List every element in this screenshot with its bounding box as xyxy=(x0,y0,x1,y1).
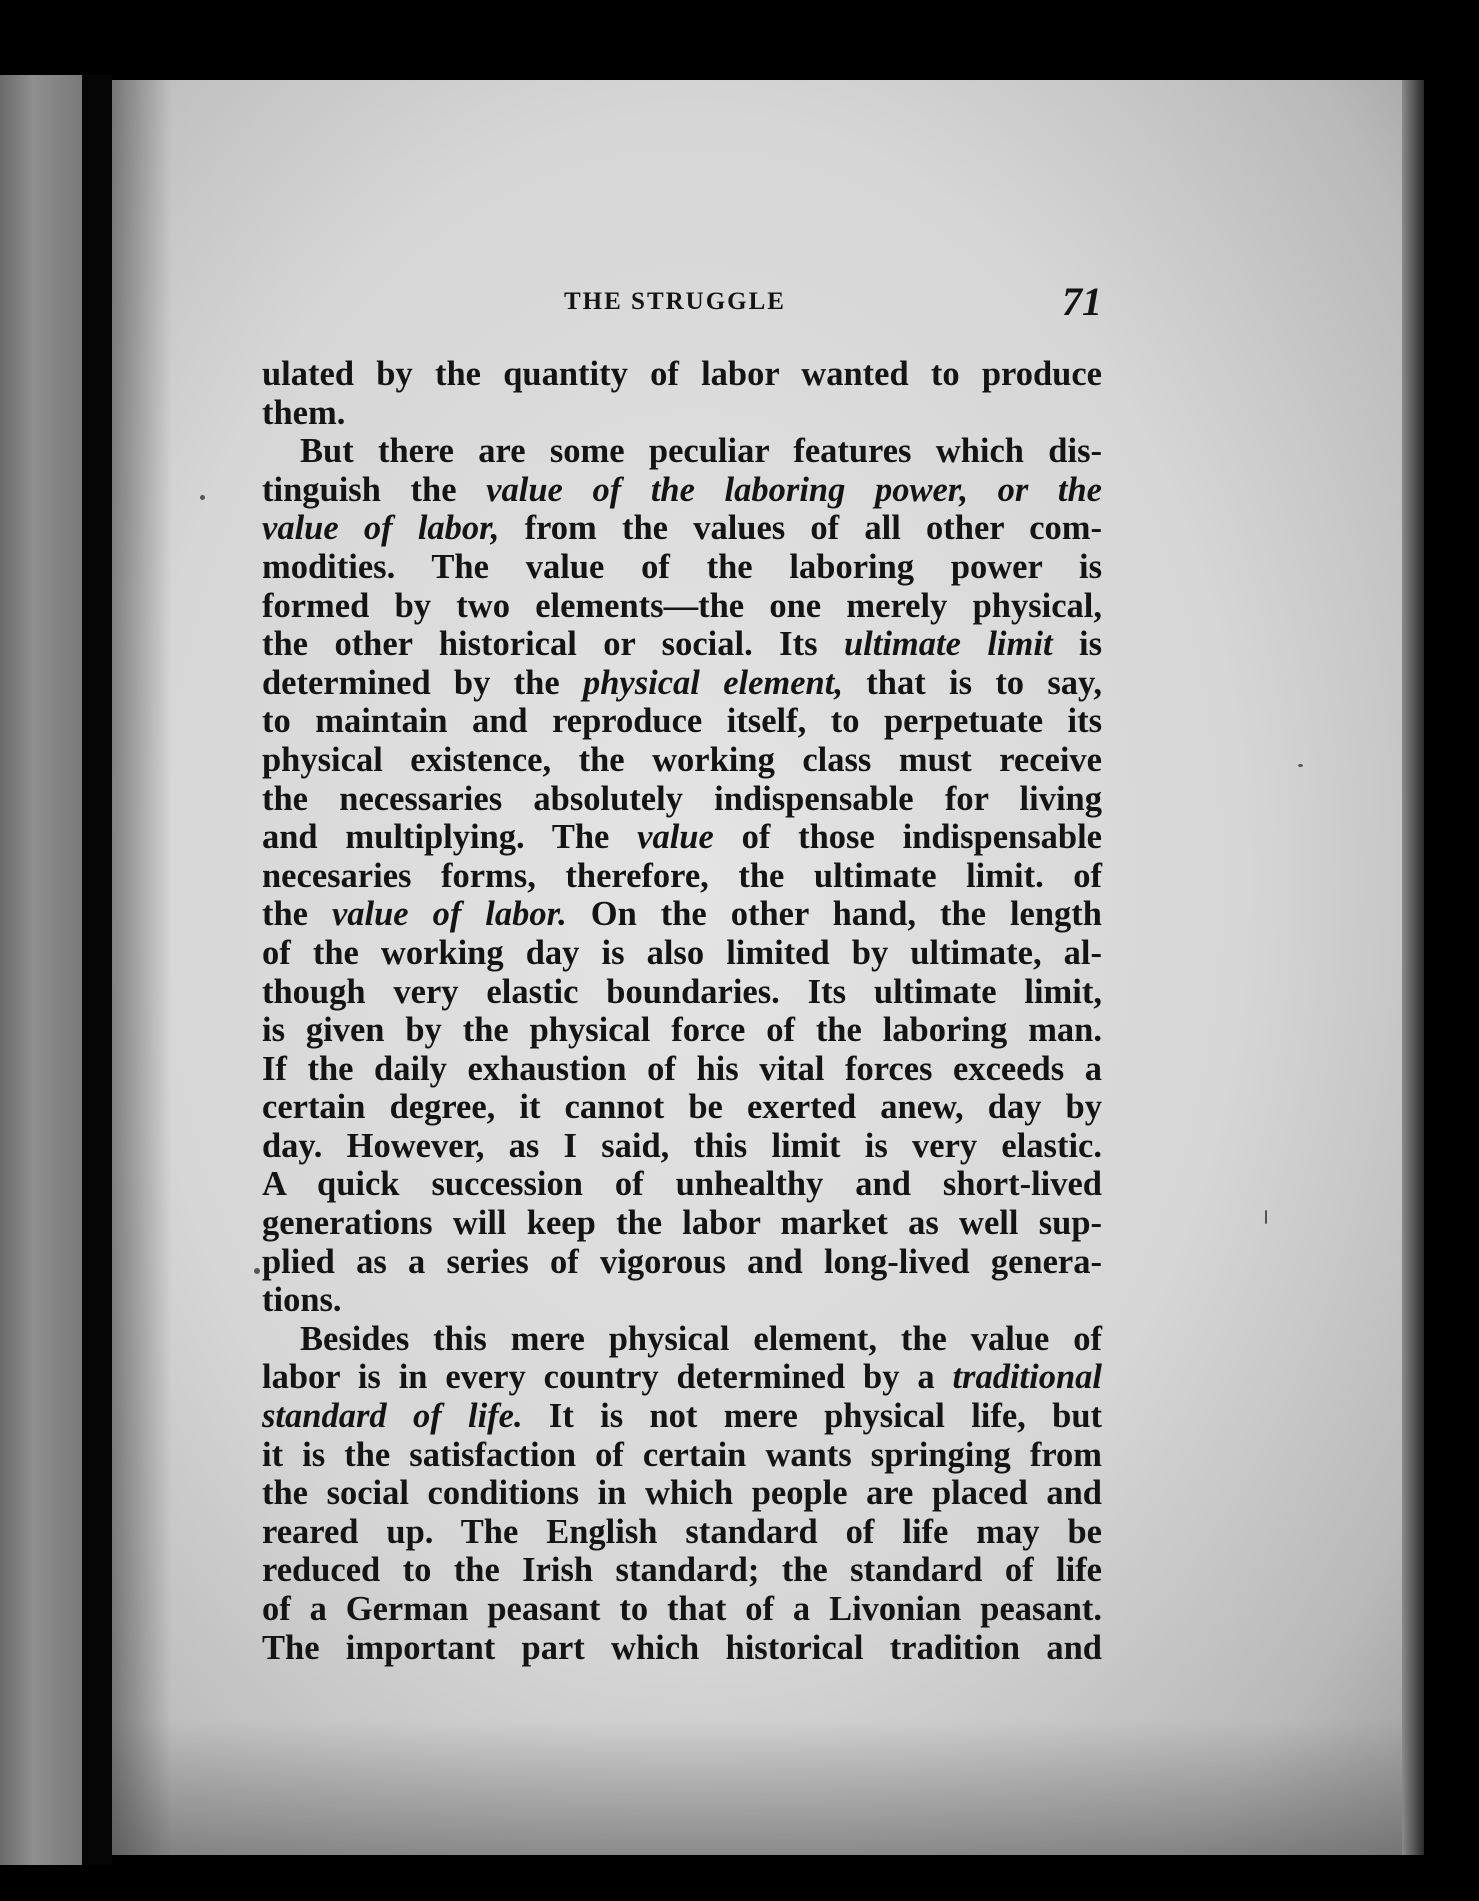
text-line: If the daily exhaustion of his vital forces exceeds a xyxy=(262,1049,1102,1088)
text-line: A quick succession of unhealthy and short-lived xyxy=(262,1165,1102,1204)
page-shadow-left xyxy=(112,80,172,1855)
text-line: formed by two elements—the one merely physical, xyxy=(262,586,1102,625)
book-gutter xyxy=(82,75,112,1865)
text-line: modities. The value of the laboring power is xyxy=(262,547,1102,586)
italic-phrase: standard of life. xyxy=(262,1397,523,1436)
text-line: the social conditions in which people are placed and xyxy=(262,1474,1102,1513)
italic-phrase: value xyxy=(637,818,714,857)
text-line: to maintain and reproduce itself, to perpetuate its xyxy=(262,702,1102,741)
italic-phrase: value of the laboring power, or the xyxy=(486,470,1102,509)
text-line: Besides this mere physical element, the value of xyxy=(300,1319,1102,1358)
page-number: 71 xyxy=(1062,279,1102,324)
text-line: The important part which historical tradition and xyxy=(262,1628,1102,1667)
page-shadow-bottom xyxy=(112,1720,1402,1855)
text-line: labor is in every country determined by a traditional xyxy=(262,1358,1102,1397)
text-line: plied as a series of vigorous and long-lived genera- xyxy=(262,1242,1102,1281)
print-speck xyxy=(254,1268,260,1274)
text-line: generations will keep the labor market as well sup- xyxy=(262,1204,1102,1243)
text-line: of a German peasant to that of a Livonian peasant. xyxy=(262,1590,1102,1628)
body-text xyxy=(262,355,1102,1667)
italic-phrase: traditional xyxy=(952,1358,1102,1397)
text-line: of the working day is also limited by ultimate, al- xyxy=(262,933,1102,972)
text-line: though very elastic boundaries. Its ultimate limit, xyxy=(262,972,1102,1011)
running-head xyxy=(264,279,1102,332)
text-line: But there are some peculiar features which dis- xyxy=(300,432,1102,471)
text-line: physical existence, the working class must receive xyxy=(262,740,1102,779)
italic-phrase: physical element, xyxy=(582,663,843,702)
page-edge-right xyxy=(1402,80,1424,1855)
text-line: standard of life. It is not mere physical life, but xyxy=(262,1397,1102,1436)
text-line: the value of labor. On the other hand, the length xyxy=(262,895,1102,934)
text-line: and multiplying. The value of those indispensable xyxy=(262,818,1102,857)
text-line: reared up. The English standard of life may be xyxy=(262,1512,1102,1551)
text-line: is given by the physical force of the laboring man. xyxy=(262,1011,1102,1050)
text-line: the necessaries absolutely indispensable for living xyxy=(262,779,1102,818)
text-line: day. However, as I said, this limit is very elastic. xyxy=(262,1126,1102,1165)
print-speck xyxy=(1298,764,1303,767)
text-line: value of labor, from the values of all other com- xyxy=(262,509,1103,548)
print-speck xyxy=(200,495,205,500)
text-line: determined by the physical element, that is to say, xyxy=(262,663,1103,702)
italic-phrase: ultimate limit xyxy=(843,625,1053,664)
text-line: ulated by the quantity of labor wanted to produce xyxy=(262,355,1102,393)
running-title: THE STRUGGLE xyxy=(564,288,786,315)
text-line: them. xyxy=(262,393,346,432)
text-line: tions. xyxy=(262,1281,342,1320)
text-line: necesaries forms, therefore, the ultimate limit. of xyxy=(262,856,1102,895)
italic-phrase: value of labor. xyxy=(331,895,567,934)
facing-page-edge xyxy=(0,75,82,1865)
text-line: the other historical or social. Its ultimate limit is xyxy=(262,625,1102,664)
text-line: it is the satisfaction of certain wants springing from xyxy=(262,1435,1102,1474)
text-line: certain degree, it cannot be exerted anew, day by xyxy=(262,1088,1102,1127)
print-speck xyxy=(1265,1210,1267,1224)
text-line: tinguish the value of the laboring power, or the xyxy=(262,470,1102,509)
text-line: reduced to the Irish standard; the standard of life xyxy=(262,1551,1102,1590)
italic-phrase: value of labor, xyxy=(262,509,500,548)
